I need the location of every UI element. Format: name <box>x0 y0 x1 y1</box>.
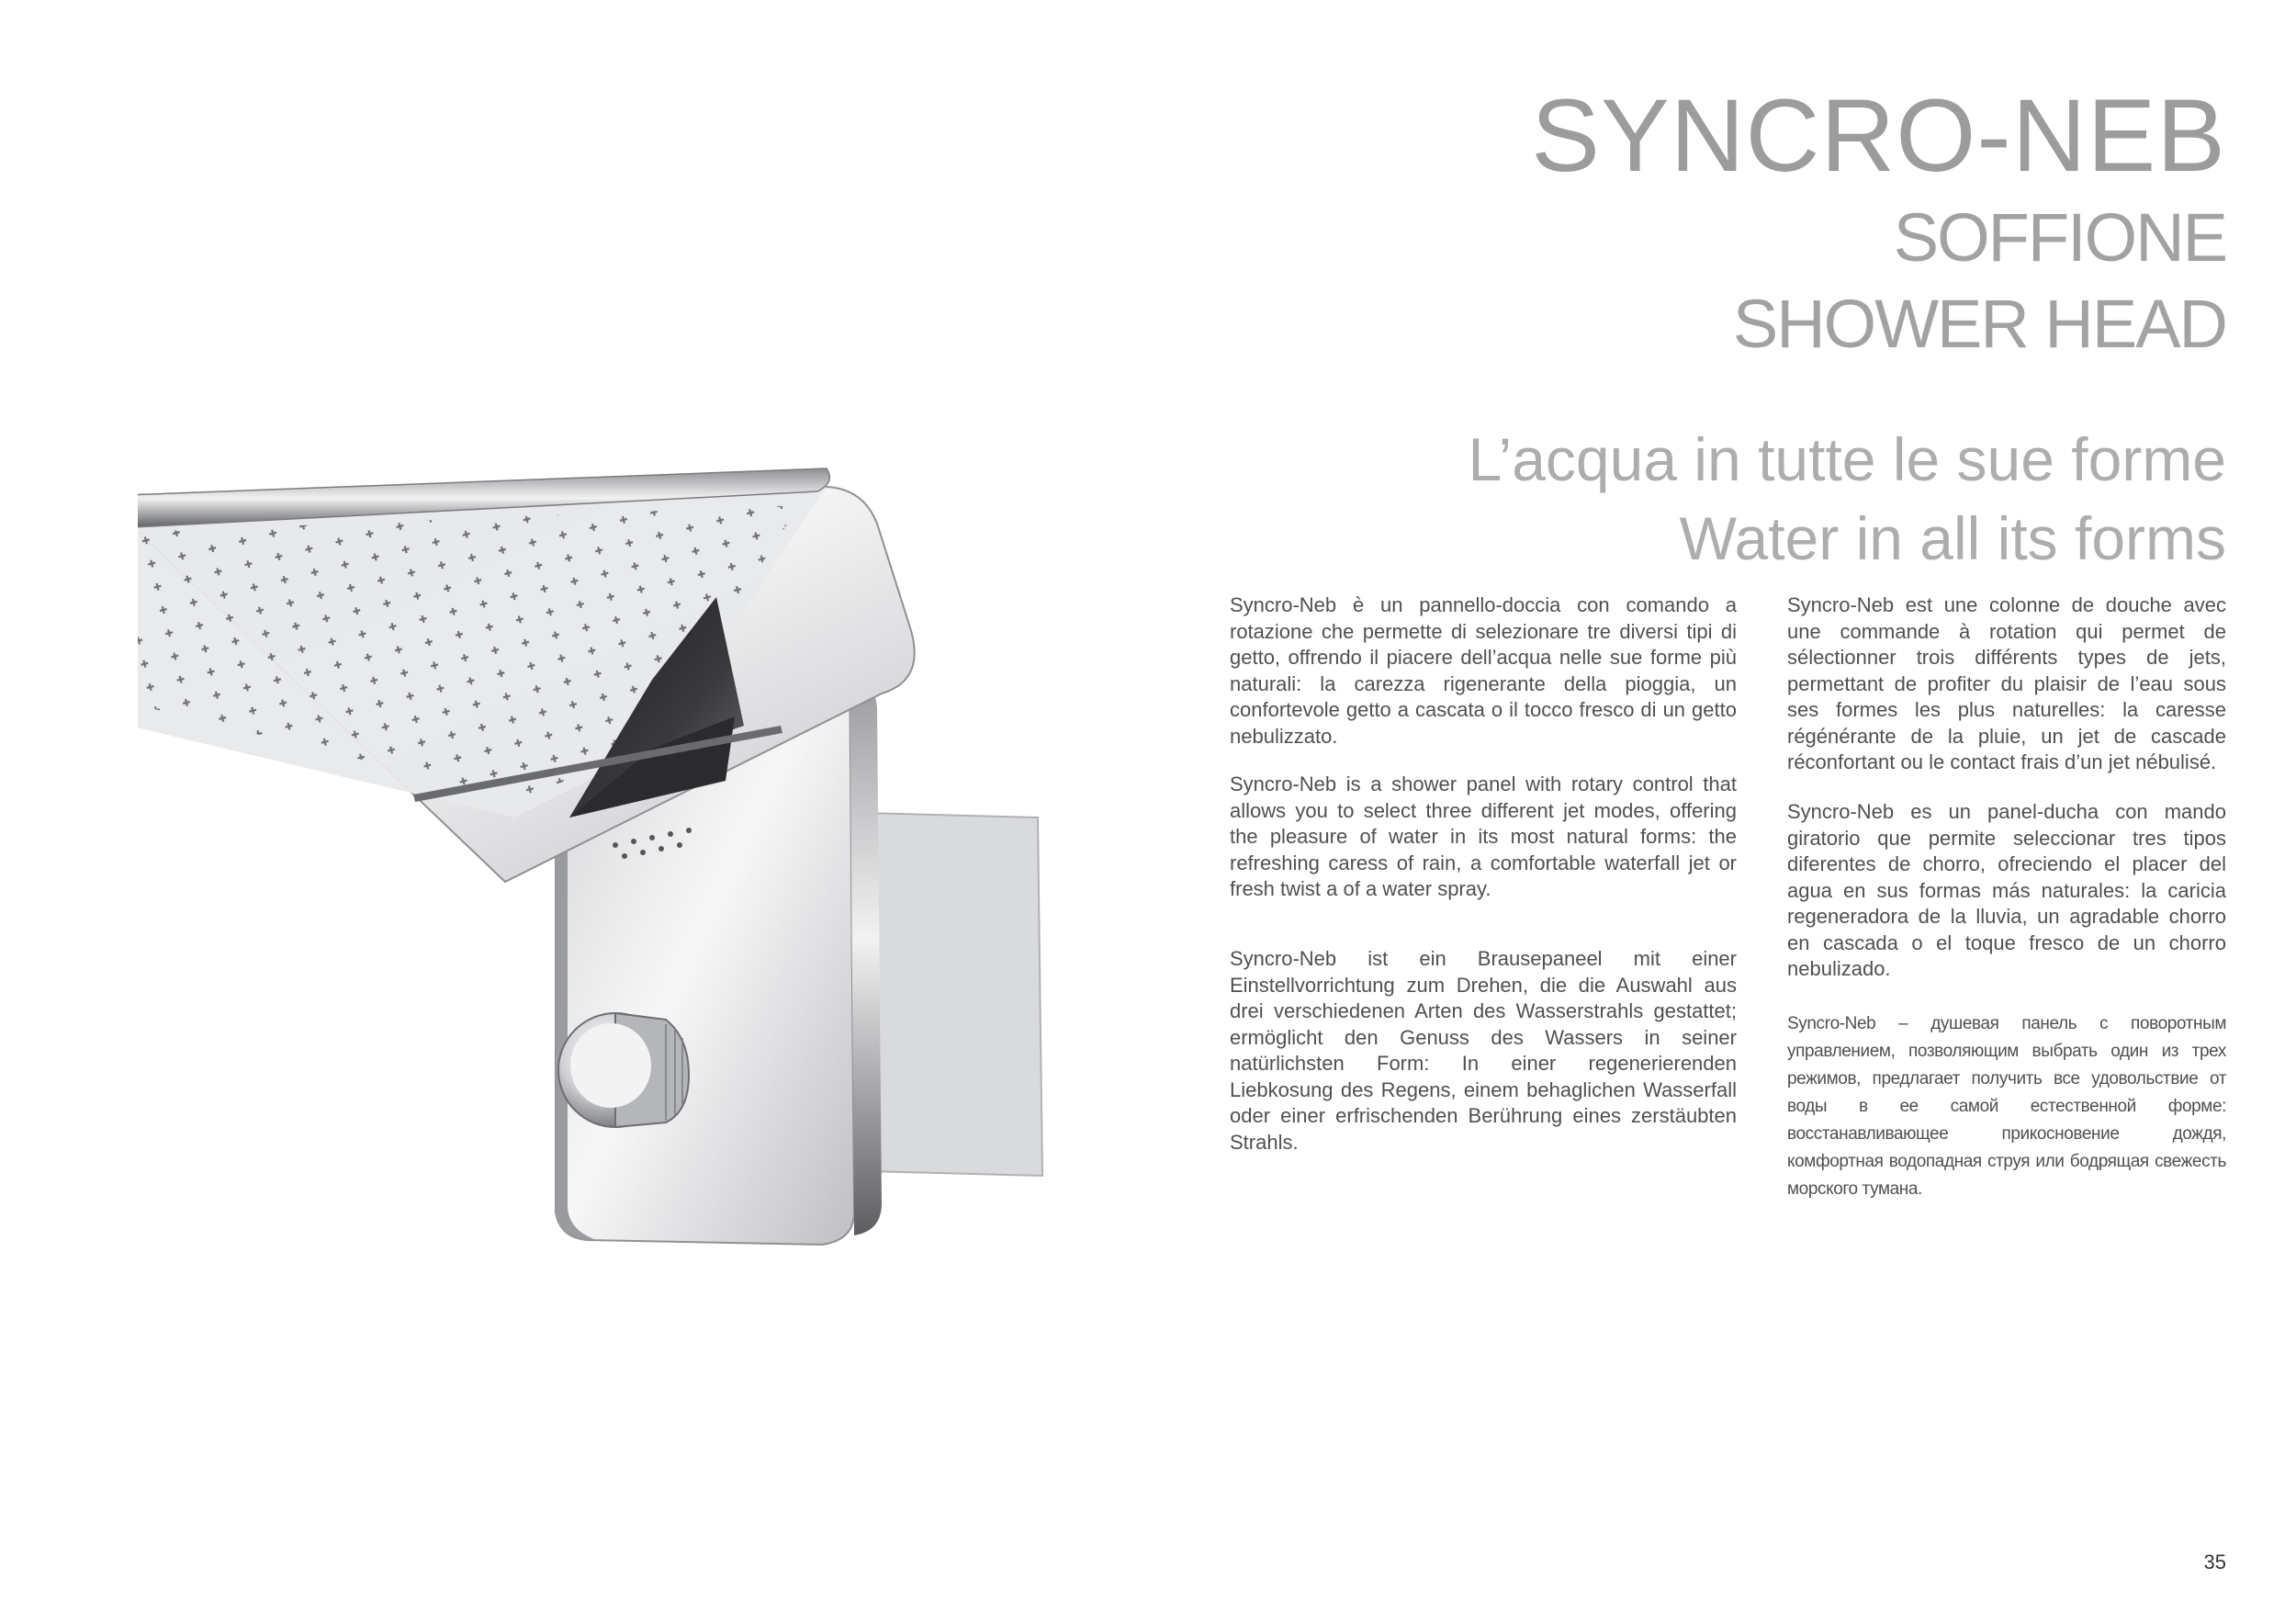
tagline-italian: L’acqua in tutte le sue forme <box>1468 425 2226 493</box>
shower-panel-illustration <box>138 432 1084 1258</box>
description-french: Syncro-Neb est une colonne de douche avec une commande à rotation qui permet de sélectionner trois différents types de jets, permettant de profiter du plaisir de l’eau sous ses formes les plus naturelles: la caresse régénérante de la pluie, un jet de cascade réconfortant ou le contact frais d’un jet nébulisé. <box>1787 593 2226 773</box>
product-title: SYNCRO-NEB <box>1531 78 2226 193</box>
description-german: Syncro-Neb ist ein Brausepaneel mit einer Einstellvorrichtung zum Drehen, die die Auswahl aus drei verschiedenen Arten des Wasserstrahls gestattet; ermöglicht den Genuss des Wassers in seiner natürlichsten Form: In einer regenerierenden Liebkosung des Regens, einem behaglichen Wasserfall oder einer erfrischenden Berührung eines zerstäubten Strahls. <box>1230 947 1737 1154</box>
tagline-english: Water in all its forms <box>1679 504 2226 572</box>
subtitle-italian: SOFFIONE <box>1893 199 2226 276</box>
description-italian: Syncro-Neb è un pannello-doccia con comando a rotazione che permette di selezionare tre diversi tipi di getto, offrendo il piacere dell’acqua nelle sue forme più naturali: la carezza rigenerante della pioggia, un confortevole getto a cascata o il tocco fresco di un getto nebulizzato. <box>1230 593 1737 748</box>
subtitle-english: SHOWER HEAD <box>1732 286 2226 362</box>
page-number: 35 <box>2203 1551 2226 1573</box>
description-spanish: Syncro-Neb es un panel-ducha con mando giratorio que permite seleccionar tres tipos diferentes de chorro, ofreciendo el placer del agua en sus formas más naturales: la caricia regeneradora de la lluvia, un agradable chorro en cascada o el toque fresco de un chorro nebulizado. <box>1787 800 2226 980</box>
description-russian: Syncro-Neb – душевая панель с поворотным управлением, позволяющим выбрать один из трех режимов, предлагает получить все удовольствие от воды в ее самой естественной форме: восстанавливающее прикосновение дождя, комфортная водопадная струя или бодрящая свежесть морского тумана. <box>1787 1014 2226 1199</box>
description-english: Syncro-Neb is a shower panel with rotary control that allows you to select three different jet modes, offering the pleasure of water in its most natural forms: the refreshing caress of rain, a comfortable waterfall jet or fresh twist a of a water spray. <box>1230 773 1737 900</box>
